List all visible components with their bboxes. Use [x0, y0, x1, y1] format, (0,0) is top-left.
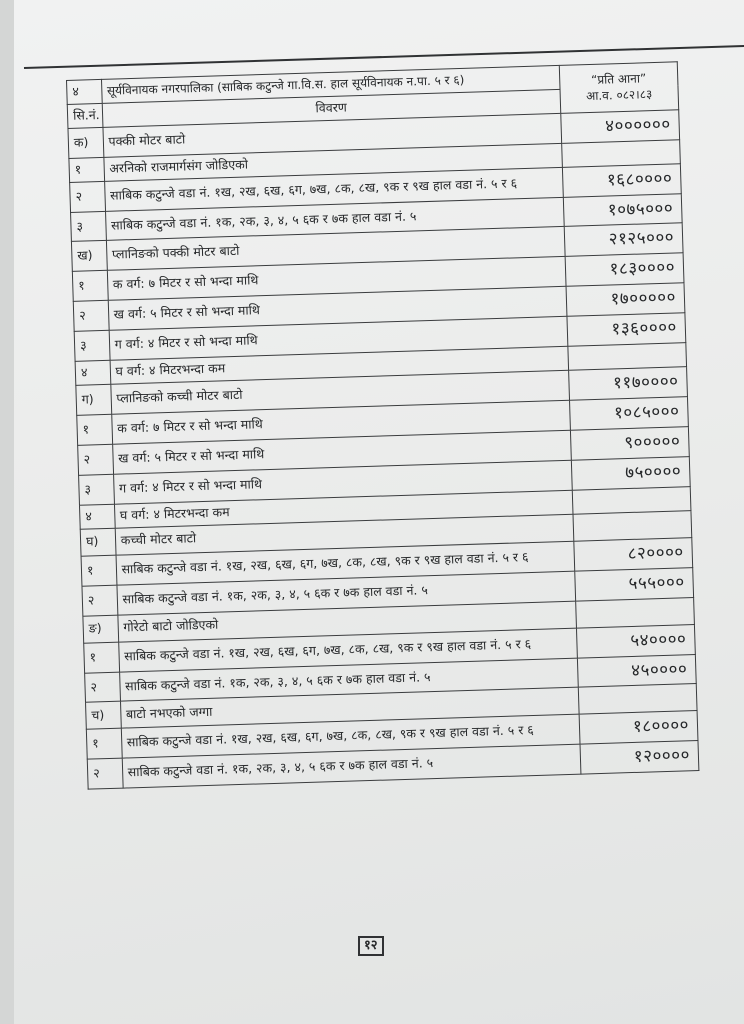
serial-number-cell: ङ)	[83, 615, 118, 643]
serial-number-cell: २	[82, 585, 118, 616]
description-cell: प्लानिङको पक्की मोटर बाटो	[106, 227, 565, 271]
rate-value-cell: १०७५०००	[563, 193, 682, 227]
serial-number-cell: ३	[74, 331, 110, 362]
serial-number-cell: २	[85, 672, 121, 703]
serial-number-cell: २	[70, 181, 106, 212]
description-cell: ग वर्ग: ४ मिटर र सो भन्दा माथि	[109, 317, 568, 361]
rate-value-cell: १७०००००	[566, 283, 685, 317]
description-cell: कच्ची मोटर बाटो	[115, 514, 574, 555]
rate-column-header	[559, 62, 679, 113]
description-cell: बाटो नभएको जग्गा	[120, 688, 579, 729]
serial-number-cell: ४	[75, 360, 110, 385]
rate-value-cell: १८३००००	[565, 253, 684, 287]
description-cell: पक्की मोटर बाटो	[103, 113, 562, 157]
serial-number-cell: २	[87, 758, 123, 789]
land-rate-table	[66, 61, 699, 790]
serial-number-cell: १	[72, 271, 108, 302]
rate-value-cell	[575, 597, 694, 628]
serial-number-cell: क)	[68, 127, 104, 158]
description-cell: घ वर्ग: ४ मिटरभन्दा कम	[114, 490, 573, 528]
fiscal-year-label: आ.व. ०८२।८३	[585, 87, 653, 104]
description-cell: साबिक कटुन्जे वडा नं. १ख, २ख, ६ख, ६ग, ७ख, ८क, ८ख, ९क र ९ख हाल वडा नं. ५ र ६	[121, 715, 580, 759]
rate-value-cell: २१२५०००	[564, 223, 683, 257]
rate-value-cell: १८००००	[579, 711, 698, 745]
rate-value-cell: १०८५०००	[569, 397, 688, 431]
document-page	[14, 0, 744, 1024]
section-number: ४	[67, 79, 102, 104]
description-cell: प्लानिङको कच्ची मोटर बाटो	[110, 370, 569, 414]
description-cell: घ वर्ग: ४ मिटरभन्दा कम	[110, 346, 569, 384]
description-cell: ग वर्ग: ४ मिटर र सो भन्दा माथि	[113, 460, 572, 504]
rate-value-cell: ४५००००	[577, 654, 696, 688]
serial-number-cell: १	[69, 157, 104, 182]
description-header: विवरण	[102, 89, 561, 127]
rate-value-cell: ४००००००	[561, 110, 680, 144]
rate-value-cell: १२००००	[580, 741, 699, 775]
serial-number-cell: २	[73, 301, 109, 332]
serial-number-cell: १	[81, 555, 117, 586]
page-number: १२	[358, 936, 384, 956]
description-cell: साबिक कटुन्जे वडा नं. १क, २क, ३, ४, ५ ६क र ७क हाल वडा नं. ५	[119, 658, 578, 702]
serial-no-header: सि.नं.	[67, 103, 102, 128]
rate-unit-label: “प्रति आना”	[590, 70, 647, 87]
rate-value-cell: ९०००००	[570, 427, 689, 461]
rate-value-cell: १६८००००	[562, 163, 681, 197]
rate-value-cell	[568, 343, 687, 370]
description-cell: साबिक कटुन्जे वडा नं. १क, २क, ३, ४, ५ ६क र ७क हाल वडा नं. ५	[117, 571, 576, 615]
serial-number-cell: ३	[71, 211, 107, 242]
description-cell: गोरेटो बाटो जोडिएको	[117, 601, 576, 642]
rate-value-cell: ७५००००	[571, 457, 690, 491]
description-cell: अरनिको राजमार्गसंग जोडिएको	[103, 143, 562, 181]
description-cell: साबिक कटुन्जे वडा नं. १ख, २ख, ६ख, ६ग, ७ख, ८क, ८ख, ९क र ९ख हाल वडा नं. ५ र ६	[116, 541, 575, 585]
serial-number-cell: २	[78, 444, 114, 475]
description-cell: साबिक कटुन्जे वडा नं. १ख, २ख, ६ख, ६ग, ७ख, ८क, ८ख, ९क र ९ख हाल वडा नं. ५ र ६	[118, 628, 577, 672]
serial-number-cell: ३	[79, 474, 115, 505]
description-cell: क वर्ग: ७ मिटर र सो भन्दा माथि	[107, 257, 566, 301]
serial-number-cell: ग)	[76, 384, 112, 415]
table-title: सूर्यविनायक नगरपालिका (साबिक कटुन्जे गा.वि.स. हाल सूर्यविनायक न.पा. ५ र ६)	[101, 65, 560, 103]
serial-number-cell: १	[86, 729, 122, 760]
description-cell: साबिक कटुन्जे वडा नं. १क, २क, ३, ४, ५ ६क र ७क हाल वडा नं. ५	[105, 197, 564, 241]
rate-value-cell	[578, 684, 697, 715]
rate-value-cell: ५५५०००	[575, 567, 694, 601]
description-cell: साबिक कटुन्जे वडा नं. १क, २क, ३, ४, ५ ६क र ७क हाल वडा नं. ५	[122, 744, 581, 788]
rate-value-cell: १३६००००	[567, 313, 686, 347]
serial-number-cell: च)	[86, 702, 121, 730]
description-cell: क वर्ग: ७ मिटर र सो भन्दा माथि	[111, 400, 570, 444]
rate-value-cell	[573, 510, 692, 541]
serial-number-cell: घ)	[80, 528, 115, 556]
serial-number-cell: ख)	[71, 241, 107, 272]
serial-number-cell: १	[77, 414, 113, 445]
rate-value-cell	[572, 486, 691, 513]
description-cell: ख वर्ग: ५ मिटर र सो भन्दा माथि	[108, 287, 567, 331]
serial-number-cell: १	[84, 642, 120, 673]
rates-table-wrapper	[66, 61, 699, 790]
description-cell: साबिक कटुन्जे वडा नं. १ख, २ख, ६ख, ६ग, ७ख, ८क, ८ख, ९क र ९ख हाल वडा नं. ५ र ६	[104, 167, 563, 211]
rate-value-cell: ११७००००	[568, 367, 687, 401]
rate-value-cell	[562, 139, 681, 166]
rate-value-cell: ८२००००	[574, 537, 693, 571]
serial-number-cell: ४	[79, 504, 114, 529]
description-cell: ख वर्ग: ५ मिटर र सो भन्दा माथि	[112, 430, 571, 474]
rate-value-cell: ५४००००	[576, 624, 695, 658]
